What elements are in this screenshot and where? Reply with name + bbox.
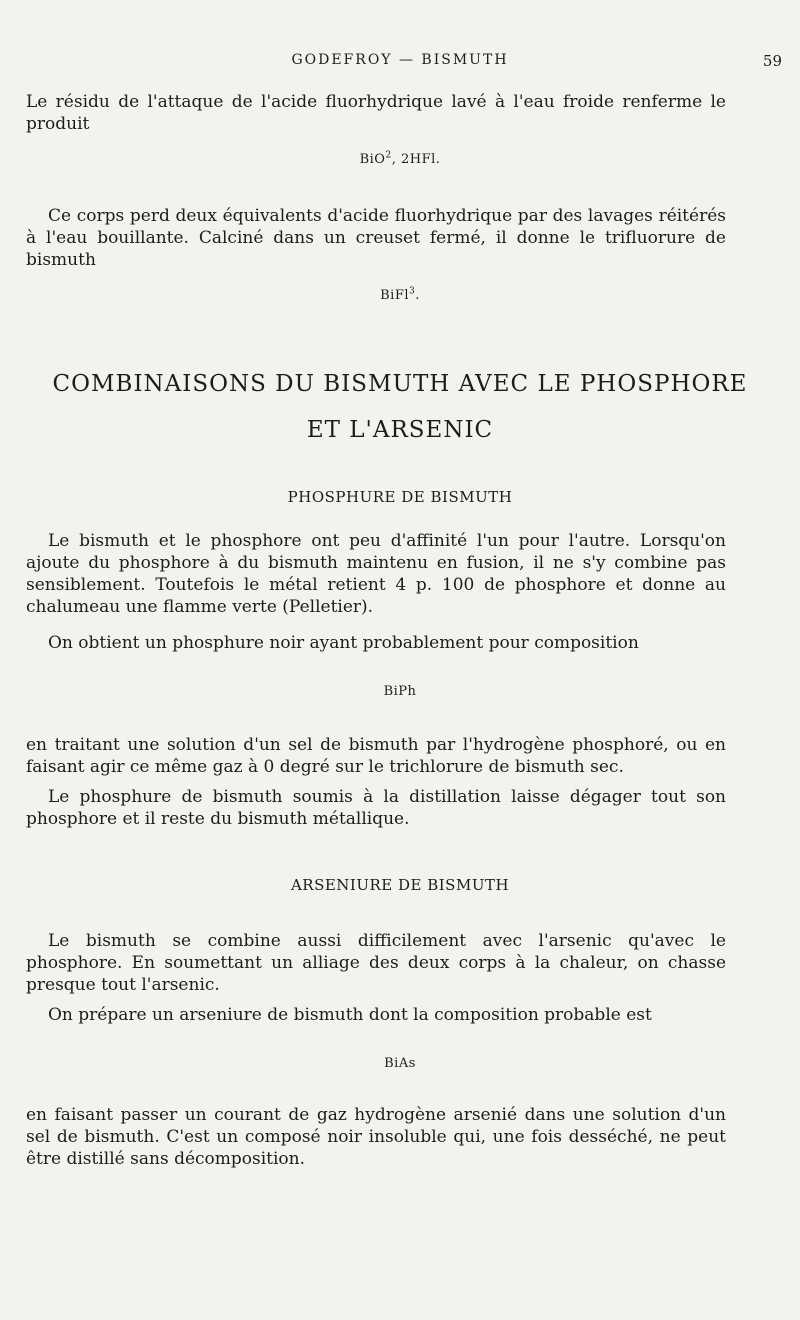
formula-superscript: 2	[385, 150, 392, 161]
running-title: GODEFROY — BISMUTH	[291, 52, 509, 68]
page-number: 59	[762, 52, 782, 70]
formula-bio2-2hfl	[0, 152, 800, 167]
formula-base: BiFl	[380, 288, 409, 303]
paragraph-hydrogene-arsenie: en faisant passer un courant de gaz hydrogène arsenié dans une solution d'un sel de bismuth. C'est un composé noir insoluble qui, une fois desséché, ne peut être distillé sans décomposition.	[26, 1105, 726, 1169]
formula-biph: BiPh	[383, 684, 417, 699]
paragraph-arseniure: On prépare un arseniure de bismuth dont la composition probable est	[48, 1005, 652, 1025]
subheading-phosphure: PHOSPHURE DE BISMUTH	[287, 488, 513, 506]
paragraph-lavages: Ce corps perd deux équivalents d'acide fluorhydrique par des lavages réitérés à l'eau bouillante. Calciné dans un creuset fermé, il donne le trifluorure de bismuth	[26, 206, 726, 270]
formula-superscript: 3	[409, 286, 416, 297]
formula-bias: BiAs	[384, 1056, 416, 1071]
paragraph-phosphure-noir: On obtient un phosphure noir ayant probablement pour composition	[48, 633, 639, 653]
section-title-line1: COMBINAISONS DU BISMUTH AVEC LE PHOSPHORE	[52, 371, 748, 397]
paragraph-arsenic: Le bismuth se combine aussi difficilement avec l'arsenic qu'avec le phosphore. En soumettant un alliage des deux corps à la chaleur, on chasse presque tout l'arsenic.	[26, 931, 726, 995]
running-header	[0, 52, 800, 72]
section-title-line2: ET L'ARSENIC	[306, 417, 494, 443]
formula-rest: .	[415, 288, 420, 303]
paragraph-hydrogene-phosphore: en traitant une solution d'un sel de bismuth par l'hydrogène phosphoré, ou en faisant agir ce même gaz à 0 degré sur le trichlorure de bismuth sec.	[26, 735, 726, 777]
subheading-arseniure: ARSENIURE DE BISMUTH	[290, 876, 510, 894]
paragraph-distillation: Le phosphure de bismuth soumis à la distillation laisse dégager tout son phosphore et il reste du bismuth métallique.	[26, 787, 726, 829]
paragraph-residu: Le résidu de l'attaque de l'acide fluorhydrique lavé à l'eau froide renferme le produit	[26, 92, 726, 134]
paragraph-affinite: Le bismuth et le phosphore ont peu d'affinité l'un pour l'autre. Lorsqu'on ajoute du phosphore à du bismuth maintenu en fusion, il ne s'y combine pas sensiblement. Toutefois le métal retient 4 p. 100 de phosphore et donne au chalumeau une flamme verte (Pelletier).	[26, 531, 726, 617]
formula-bifl3	[0, 288, 800, 303]
formula-base: BiO	[359, 152, 386, 167]
formula-rest: , 2HFl.	[391, 152, 441, 167]
